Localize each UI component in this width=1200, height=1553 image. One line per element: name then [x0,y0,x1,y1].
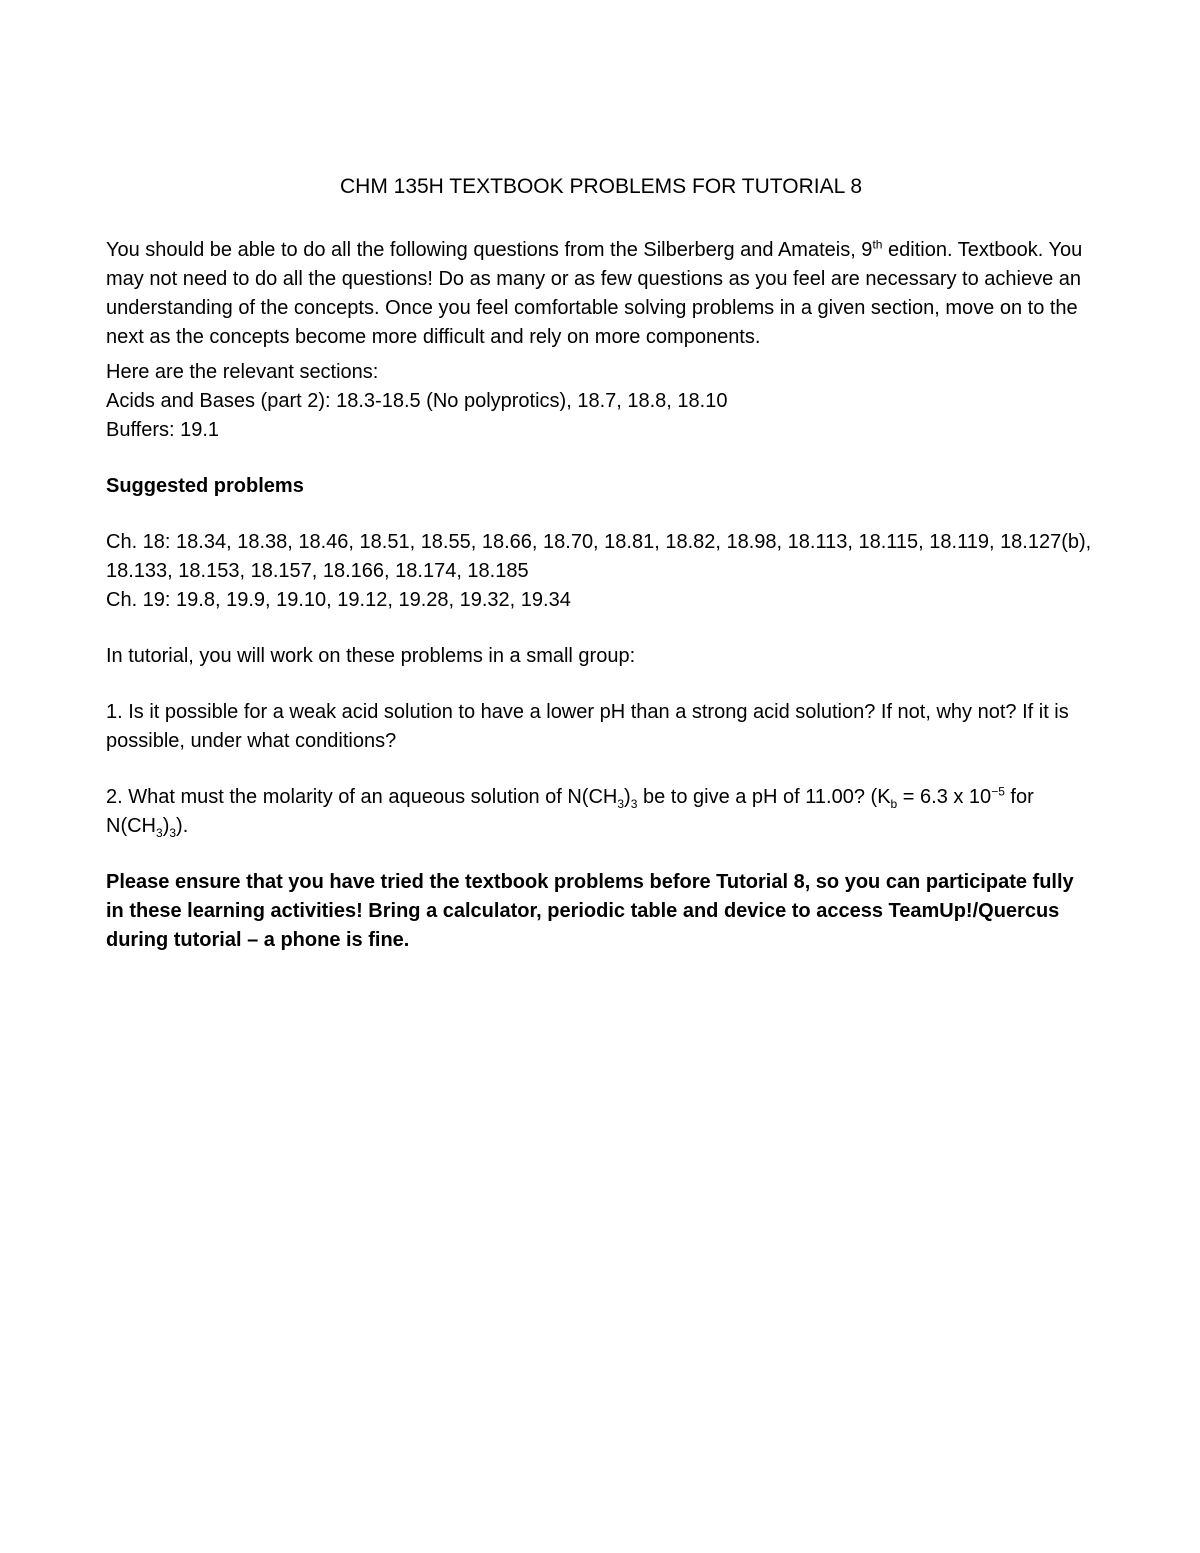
question-2-text-d: = 6.3 x 10 [897,786,992,808]
question-2-sub-3: b [890,797,898,811]
sections-heading: Here are the relevant sections: [106,361,379,383]
question-2-sub-5: 3 [169,826,177,840]
question-2-text-a: 2. What must the molarity of an aqueous solution of N(CH [106,786,618,808]
intro-paragraph [106,236,1096,352]
question-2-text-e: for N(CH [106,786,1034,837]
intro-text-part2: edition. Textbook. You may not need to do all the questions! Do as many or as few questions as you feel are necessary to achieve an understanding of the concepts. Once you feel comfortable solving problems in a given section, move on to the next as the concepts become more difficult and rely on more components. [106,239,1083,348]
document-page [106,172,1096,955]
question-2-sub-4: 3 [156,826,163,840]
suggested-ch18: Ch. 18: 18.34, 18.38, 18.46, 18.51, 18.55, 18.66, 18.70, 18.81, 18.82, 18.98, 18.113, 18.115, 18.119, 18.127(b), 18.133, 18.153, 18.157, 18.166, 18.174, 18.185 [106,531,1092,582]
question-2-sub-2: 3 [630,797,638,811]
question-2-text-g: ). [176,815,189,837]
question-2-text-c: be to give a pH of 11.00? (K [637,786,891,808]
question-2-text-b: ) [624,786,631,808]
tutorial-intro: In tutorial, you will work on these problems in a small group: [106,645,636,667]
question-2-sup-1: −5 [991,784,1005,799]
suggested-ch19: Ch. 19: 19.8, 19.9, 19.10, 19.12, 19.28, 19.32, 19.34 [106,589,571,611]
closing-note: Please ensure that you have tried the textbook problems before Tutorial 8, so you can participate fully in these learning activities! Bring a calculator, periodic table and device to access TeamUp!/Quercus during tutorial – a phone is fine. [106,871,1074,951]
intro-superscript: th [872,237,883,252]
sections-buffers: Buffers: 19.1 [106,419,220,441]
question-2-text-f: ) [162,815,170,837]
question-1: 1. Is it possible for a weak acid solution to have a lower pH than a strong acid solution? If not, why not? If it is possible, under what conditions? [106,701,1069,752]
sections-acids: Acids and Bases (part 2): 18.3-18.5 (No polyprotics), 18.7, 18.8, 18.10 [106,390,728,412]
question-2 [106,783,1096,841]
document-title: CHM 135H TEXTBOOK PROBLEMS FOR TUTORIAL 8 [339,175,863,198]
suggested-heading: Suggested problems [106,475,304,497]
question-2-sub-1: 3 [617,797,625,811]
intro-text-part1: You should be able to do all the following questions from the Silberberg and Amateis, 9 [106,239,873,261]
